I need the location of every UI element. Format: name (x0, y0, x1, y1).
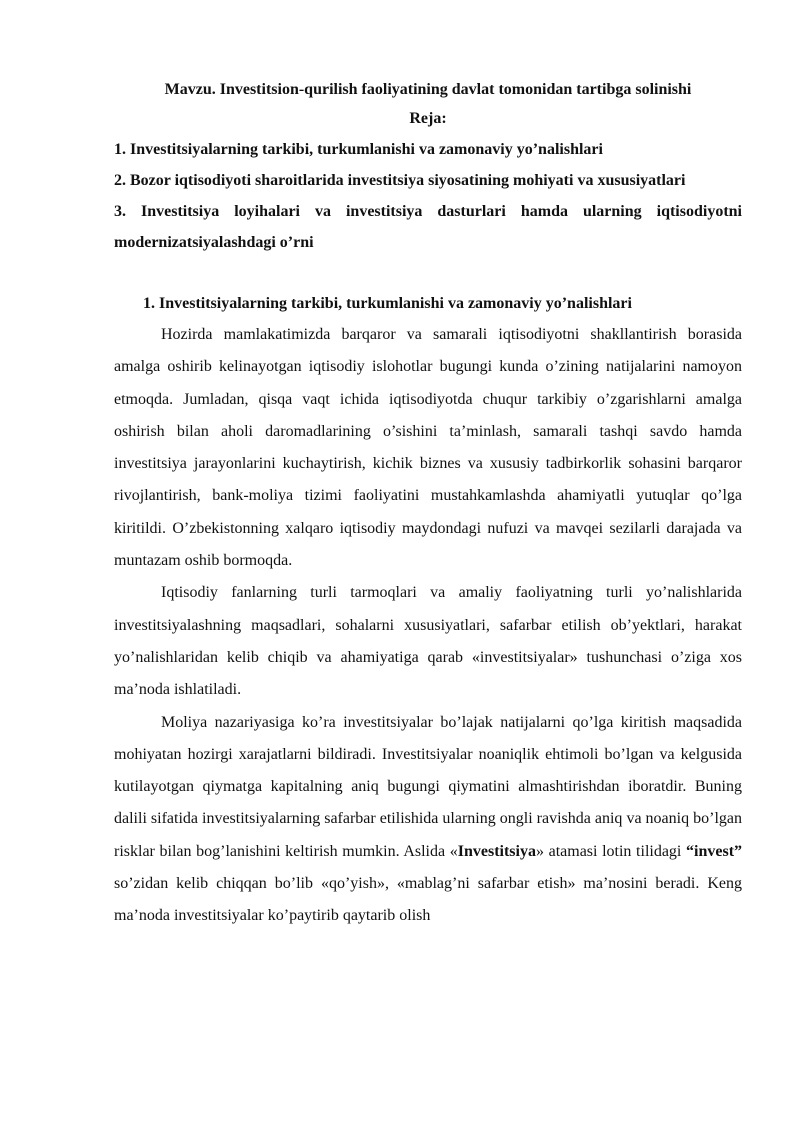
plan-item: 2. Bozor iqtisodiyoti sharoitlarida investitsiya siyosatining mohiyati va xususiyatlari (114, 172, 686, 189)
paragraph-text: » atamasi lotin tilidagi (535, 842, 687, 860)
plan-item: 3. Investitsiya loyihalari va investitsiya dasturlari hamda ularning iqtisodiyotni modernizatsiyalashdagi o’rni (114, 203, 742, 251)
plan-heading: Reja: (409, 110, 447, 127)
document-page (114, 76, 742, 933)
paragraph-text: so’zidan kelib chiqqan bo’lib «qo’yish», «mablag’ni safarbar etish» ma’nosini beradi. Keng ma’noda investitsiyalar ko’paytirib qaytarib olish (114, 875, 742, 925)
plan-item: 1. Investitsiyalarning tarkibi, turkumlanishi va zamonaviy yo’nalishlari (114, 141, 603, 158)
paragraph (114, 707, 742, 933)
body-text (114, 319, 742, 933)
bold-term: “invest” (686, 842, 743, 860)
bold-term: Investitsiya (457, 842, 536, 860)
paragraph: Hozirda mamlakatimizda barqaror va samarali iqtisodiyotni shakllantirish borasida amalga oshirib kelinayotgan iqtisodiy islohotlar bugungi kunda o’zining natijalarini namoyon etmoqda. Jumladan, qisqa vaqt ichida iqtisodiyotda chuqur tarkibiy o’zgarishlarni amalga oshirish bilan aholi daromadlarining o’sishini ta’minlash, samarali tashqi savdo hamda investitsiya jarayonlarini kuchaytirish, kichik biznes va xususiy tadbirkorlik sohasini barqaror rivojlantirish, bank-moliya tizimi faoliyatini mustahkamlashda ahamiyatli yutuqlar qo’lga kiritildi. O’zbekistonning xalqaro iqtisodiy maydondagi nufuzi va mavqei sezilarli darajada va muntazam oshib bormoqda. (114, 326, 742, 570)
plan-list (114, 134, 742, 258)
section-heading: 1. Investitsiyalarning tarkibi, turkumlanishi va zamonaviy yo’nalishlari (143, 295, 632, 312)
paragraph-text: Moliya nazariyasiga ko’ra investitsiyalar bo’lajak natijalarni qo’lga kiritish maqsadida mohiyatan hozirgi xarajatlarni bildiradi. Investitsiyalar noaniqlik ehtimoli bo’lgan va kelgusida kutilayotgan qiymatga kapitalning aniq bugungi qiymatini almashtirishdan iboratdir. Buning dalili sifatida investitsiyalarning safarbar etilishida ularning ongli ravishda aniq va noaniq bo’lgan risklar bilan bog’lanishini keltirish mumkin. Aslida « (114, 713, 742, 860)
paragraph: Iqtisodiy fanlarning turli tarmoqlari va amaliy faoliyatning turli yo’nalishlarida investitsiyalashning maqsadlari, sohalarni xususiyatlari, safarbar etilish ob’yektlari, harakat yo’nalishlaridan kelib chiqib va ahamiyatiga qarab «investitsiyalar» tushunchasi o’ziga xos ma’noda ishlatiladi. (114, 584, 742, 699)
document-title: Mavzu. Investitsion-qurilish faoliyatining davlat tomonidan tartibga solinishi (164, 81, 692, 98)
